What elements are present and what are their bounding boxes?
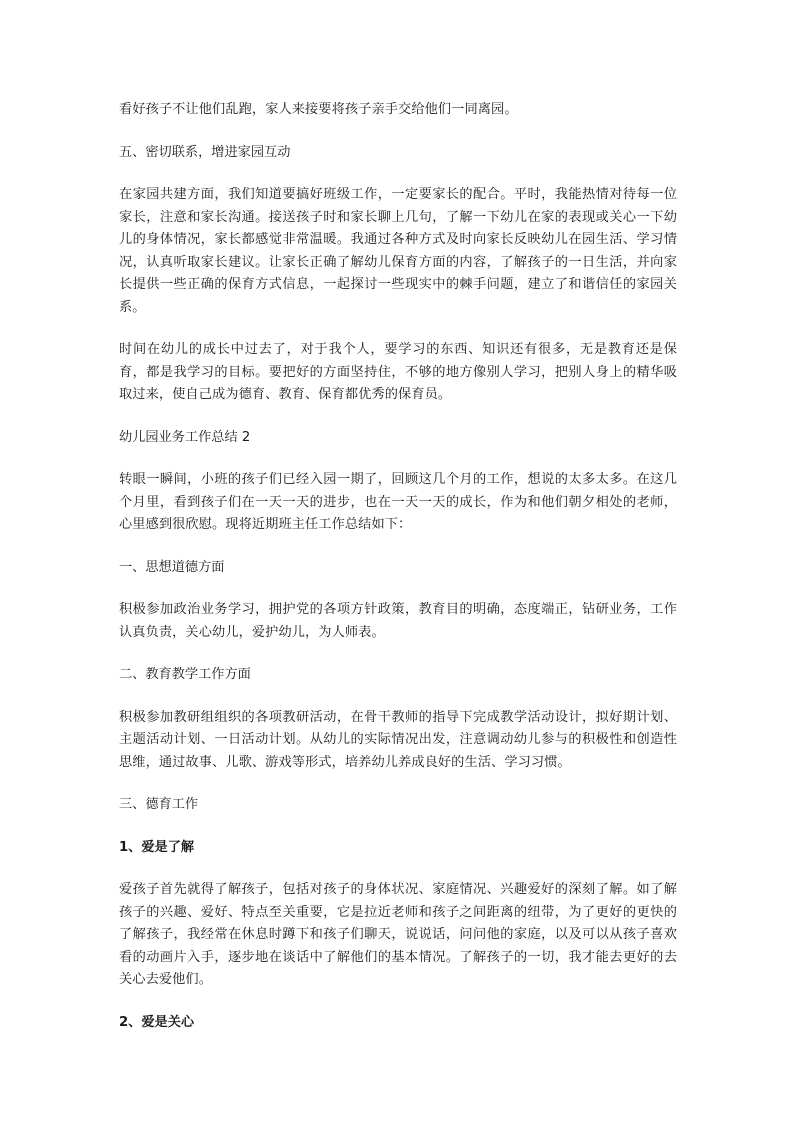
heading-ideology-morality: 一、思想道德方面 [119,559,225,575]
subheading-love-is-caring: 2、爱是关心 [119,1014,195,1030]
document-page [119,99,677,1034]
paragraph-summary-intro: 转眼一瞬间，小班的孩子们已经入园一期了，回顾这几个月的工作，想说的太多太多。在这几个月里，看到孩子们在一天一天的进步，也在一天一天的成长，作为和他们朝夕相处的老师，心里感到很欣慰。现将近期班主任工作总结如下： [119,472,677,532]
heading-home-school-interaction: 五、密切联系，增进家园互动 [119,144,291,160]
heading-teaching-work: 二、教育教学工作方面 [119,667,251,682]
paragraph-personal-reflection: 时间在幼儿的成长中过去了，对于我个人，要学习的东西、知识还有很多，无是教育还是保育，都是我学习的目标。要把好的方面坚持住，不够的地方像别人学习，把别人身上的精华吸取过来，使自己成为德育、教育、保育都优秀的保育员。 [119,342,677,402]
paragraph-love-is-understanding: 爱孩子首先就得了解孩子，包括对孩子的身体状况、家庭情况、兴趣爱好的深刻了解。如了解孩子的兴趣、爱好、特点至关重要，它是拉近老师和孩子之间距离的纽带，为了更好的更快的了解孩子，我经常在休息时蹲下和孩子们聊天，说说话，问问他的家庭，以及可以从孩子喜欢看的动画片入手，逐步地在谈话中了解他们的基本情况。了解孩子的一切，我才能去更好的去关心去爱他们。 [119,882,677,987]
paragraph-closing-safety: 看好孩子不让他们乱跑，家人来接要将孩子亲手交给他们一同离园。 [119,102,518,117]
heading-moral-education: 三、德育工作 [119,797,199,812]
paragraph-home-school-cooperation: 在家园共建方面，我们知道要搞好班级工作，一定要家长的配合。平时，我能热情对待每一位家长，注意和家长沟通。接送孩子时和家长聊上几句，了解一下幼儿在家的表现或关心一下幼儿的身体情况，家长都感觉非常温暖。我通过各种方式及时向家长反映幼儿在园生活、学习情况，认真听取家长建议。让家长正确了解幼儿保育方面的内容，了解孩子的一日生活，并向家长提供一些正确的保育方式信息，一起探讨一些现实中的棘手问题，建立了和谐信任的家园关系。 [119,187,677,315]
paragraph-teaching-work: 积极参加教研组组织的各项教研活动，在骨干教师的指导下完成教学活动设计，拟好期计划、主题活动计划、一日活动计划。从幼儿的实际情况出发，注意调动幼儿参与的积极性和创造性思维，通过故事、儿歌、游戏等形式，培养幼儿养成良好的生活、学习习惯。 [119,709,677,770]
heading-summary-2: 幼儿园业务工作总结 2 [119,429,251,445]
paragraph-ideology-morality: 积极参加政治业务学习，拥护党的各项方针政策，教育目的明确，态度端正，钻研业务，工作认真负责，关心幼儿，爱护幼儿，为人师表。 [119,602,677,640]
subheading-love-is-understanding: 1、爱是了解 [119,839,195,855]
